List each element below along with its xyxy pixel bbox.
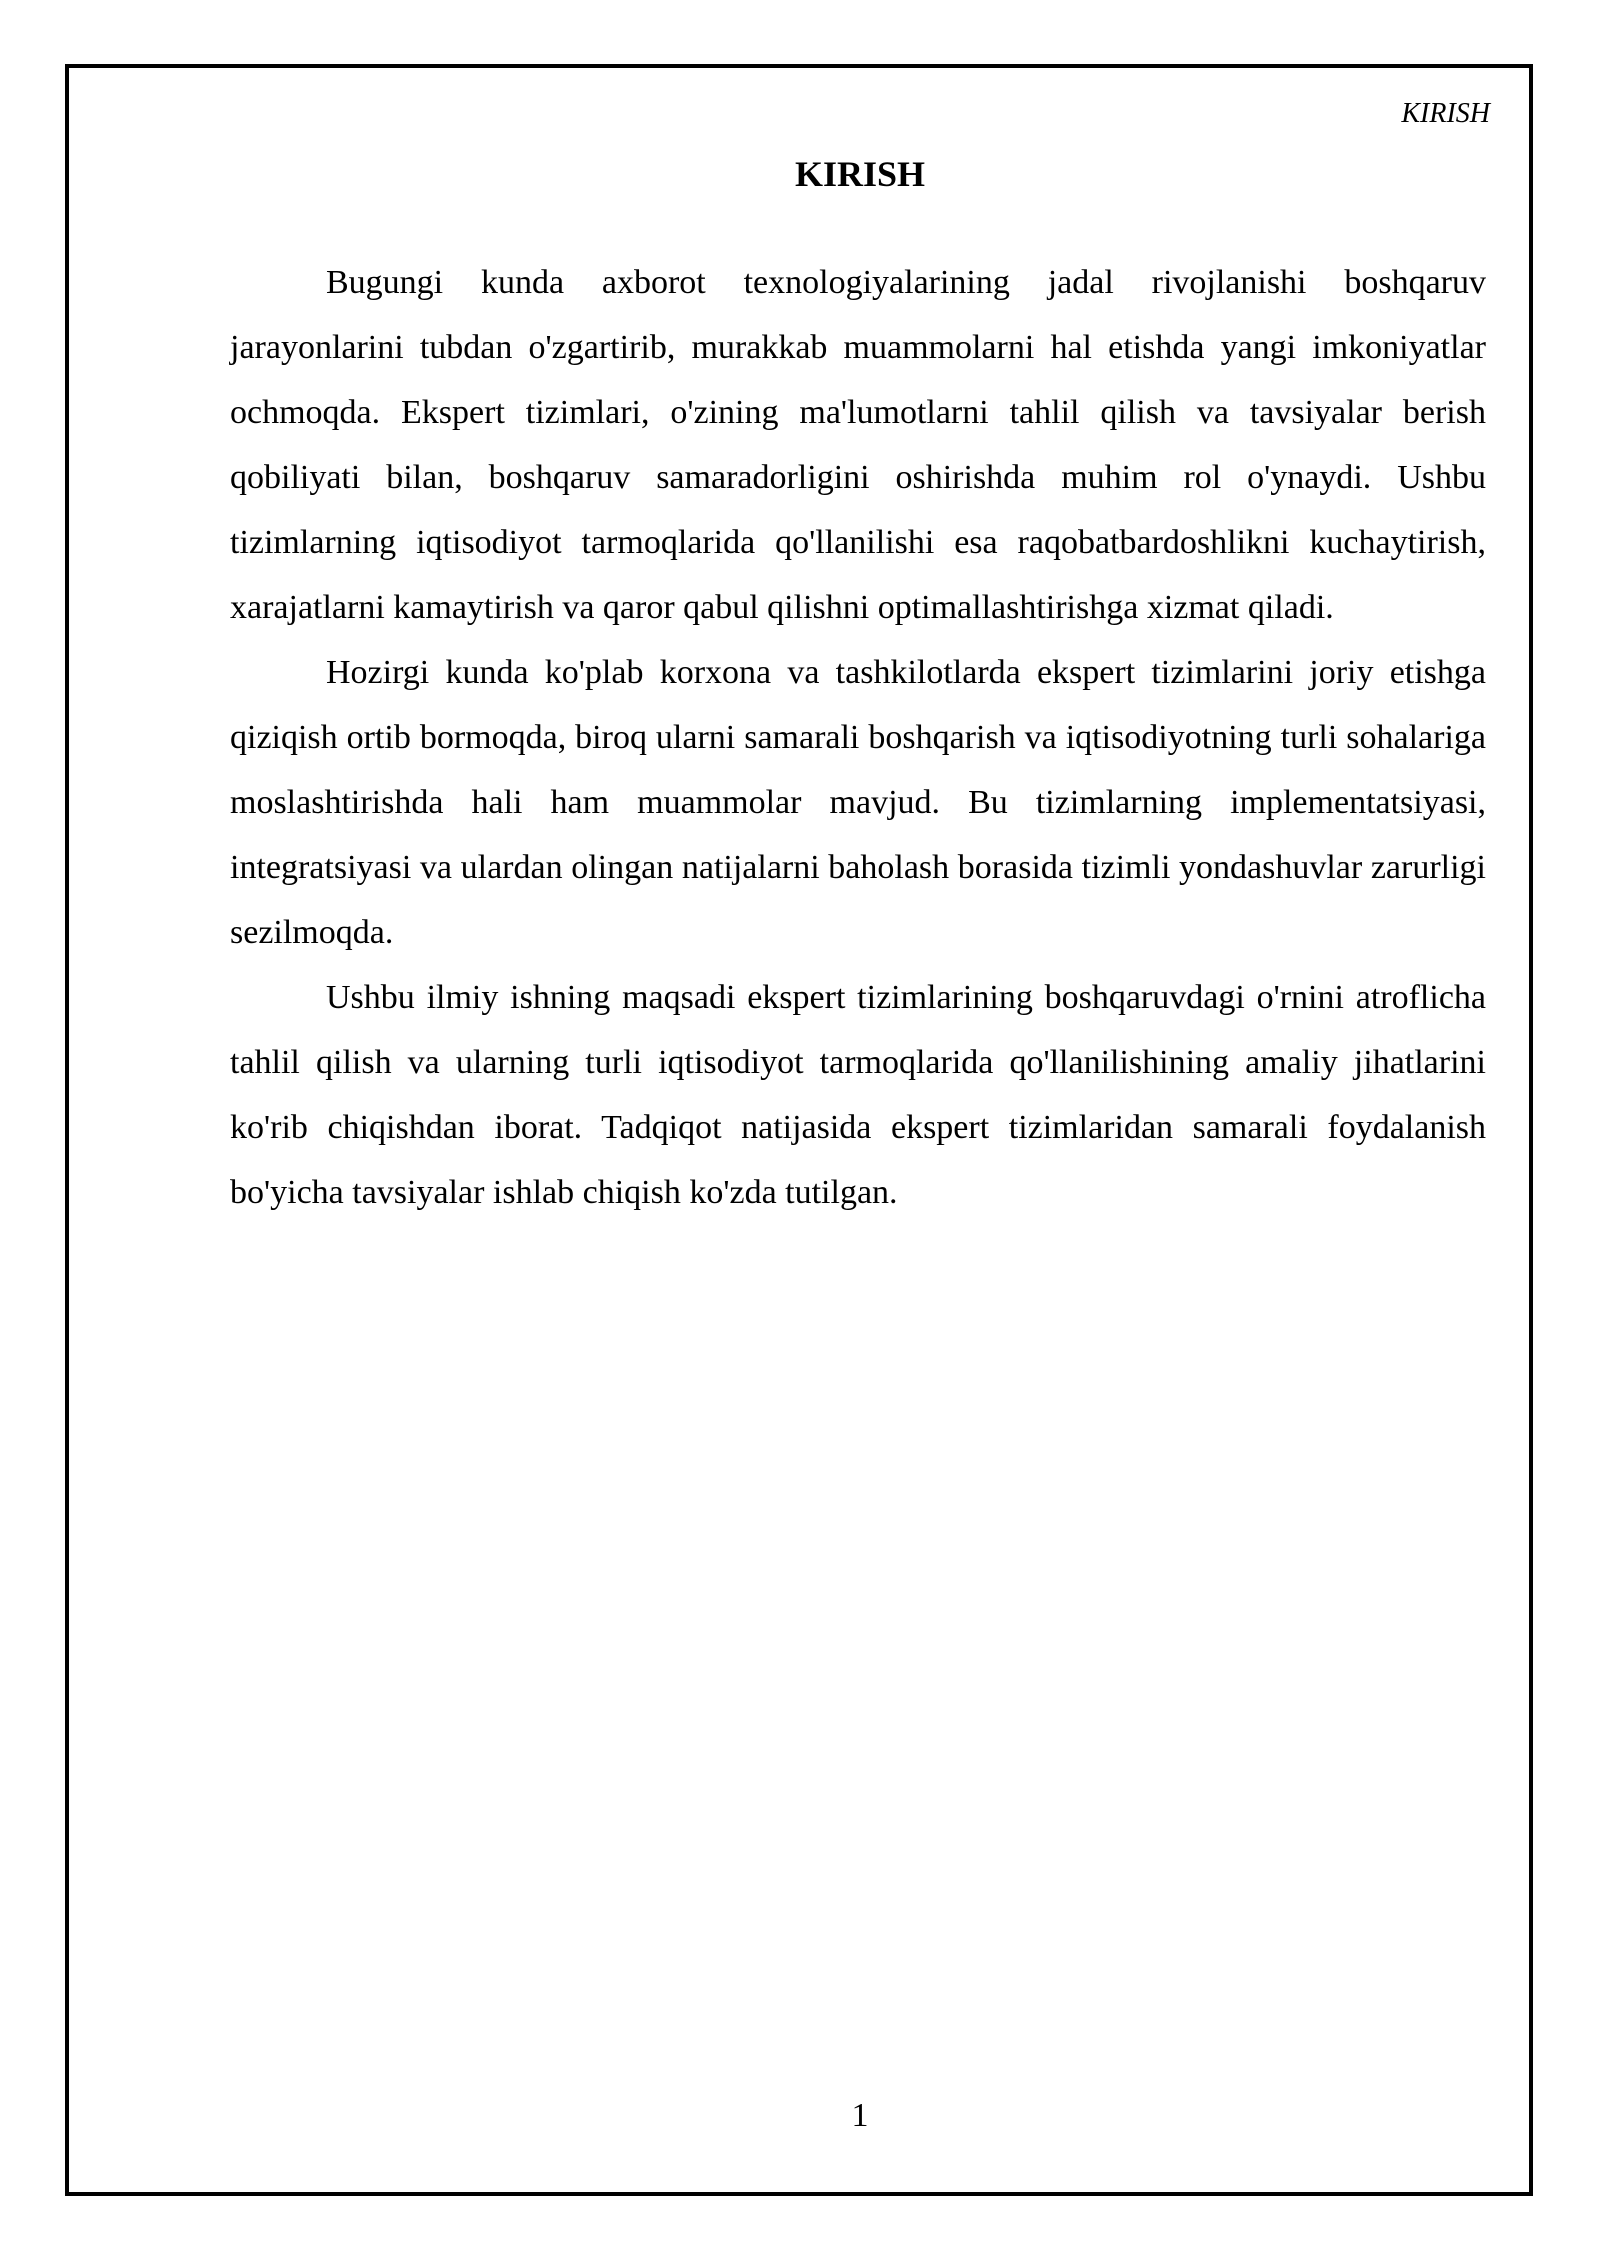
running-header: KIRISH xyxy=(1401,98,1490,129)
document-title: KIRISH xyxy=(794,154,926,194)
paragraph: Ushbu ilmiy ishning maqsadi ekspert tizimlarining boshqaruvdagi o'rnini atroflicha tahlil qilish va ularning turli iqtisodiyot tarmoqlarida qo'llanilishining amaliy jihatlarini ko'rib chiqishdan iborat. Tadqiqot natijasida ekspert tizimlaridan samarali foydalanish bo'yicha tavsiyalar ishlab chiqish ko'zda tutilgan. xyxy=(230,979,1486,1211)
paragraph: Bugungi kunda axborot texnologiyalarining jadal rivojlanishi boshqaruv jarayonlarini tubdan o'zgartirib, murakkab muammolarni hal etishda yangi imkoniyatlar ochmoqda. Ekspert tizimlari, o'zining ma'lumotlarni tahlil qilish va tavsiyalar berish qobiliyati bilan, boshqaruv samaradorligini oshirishda muhim rol o'ynaydi. Ushbu tizimlarning iqtisodiyot tarmoqlarida qo'llanilishi esa raqobatbardoshlikni kuchaytirish, xarajatlarni kamaytirish va qaror qabul qilishni optimallashtirishga xizmat qiladi. xyxy=(230,264,1486,626)
paragraph: Hozirgi kunda ko'plab korxona va tashkilotlarda ekspert tizimlarini joriy etishga qiziqish ortib bormoqda, biroq ularni samarali boshqarish va iqtisodiyotning turli sohalariga moslashtirishda hali ham muammolar mavjud. Bu tizimlarning implementatsiyasi, integratsiyasi va ulardan olingan natijalarni baholash borasida tizimli yondashuvlar zarurligi sezilmoqda. xyxy=(230,654,1486,951)
body-text xyxy=(230,250,1486,1225)
page-number: 1 xyxy=(851,2097,869,2134)
